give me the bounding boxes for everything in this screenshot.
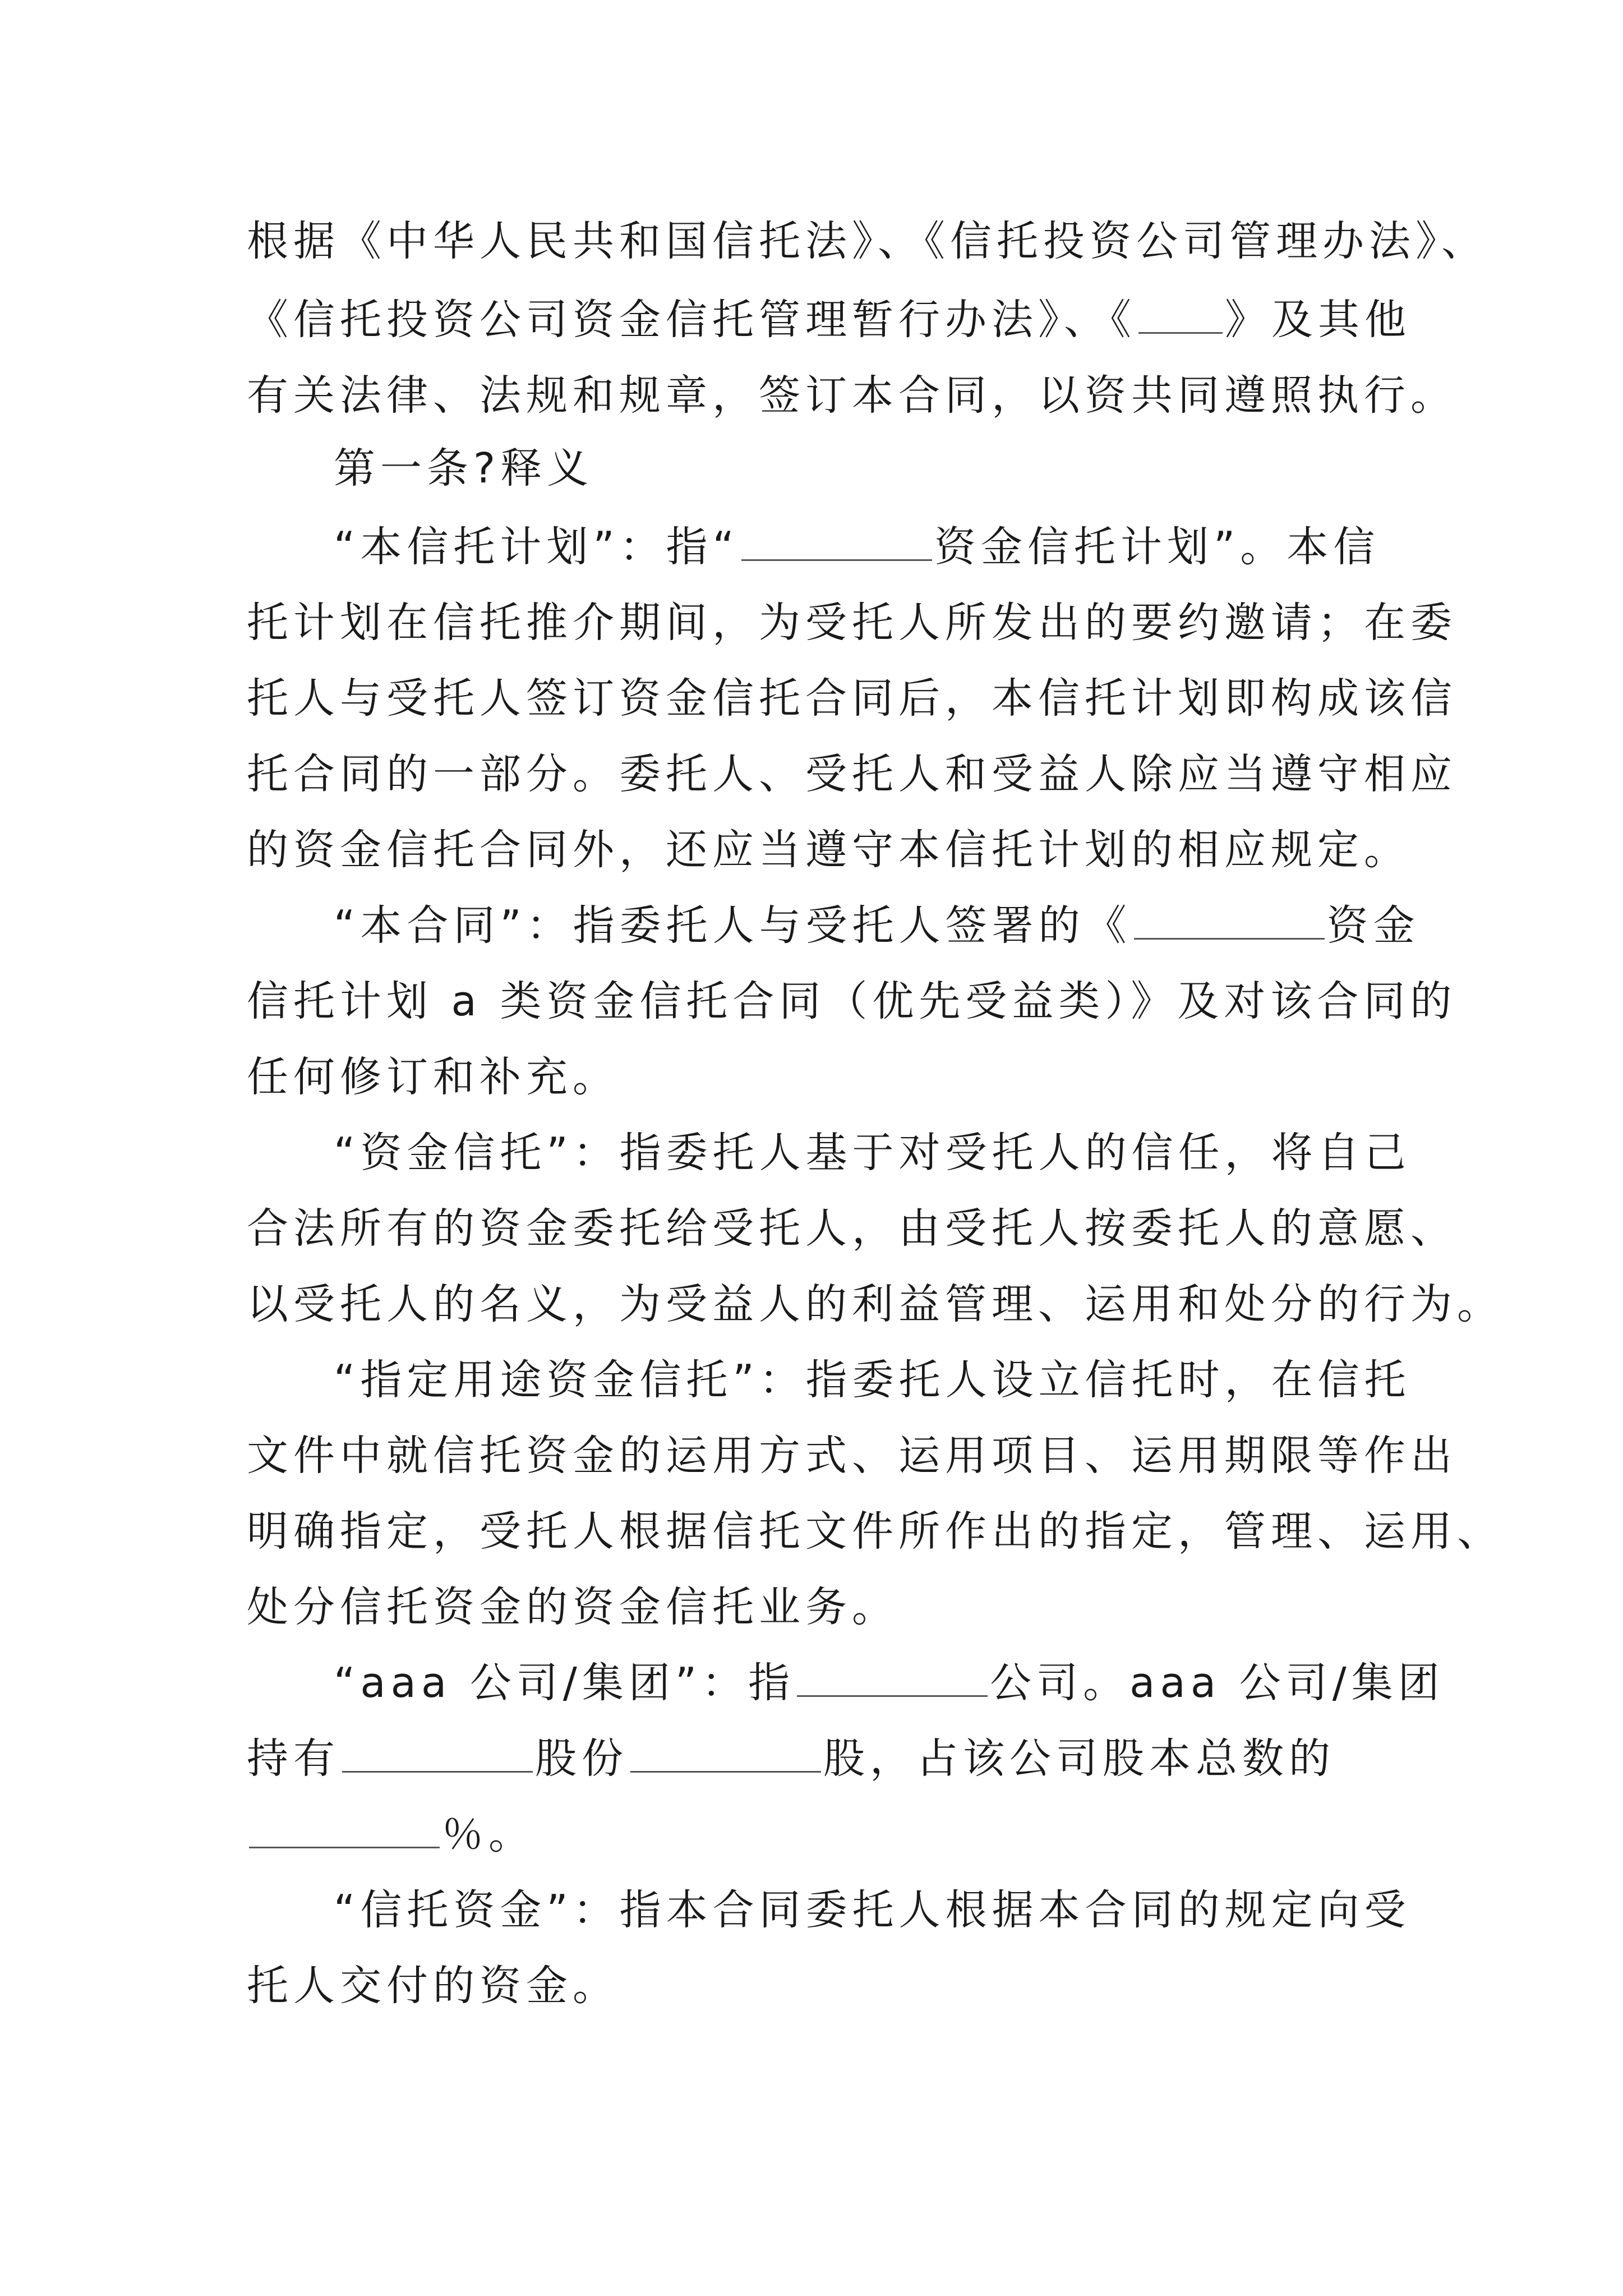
text-run: 《信托投资公司资金信托管理暂行办法》、《 [247, 296, 1136, 344]
paragraph-line [334, 898, 1420, 954]
text-run: 持有 [247, 1734, 340, 1783]
paragraph-line [247, 1579, 898, 1635]
text-run: “本信托计划”：指“ [334, 523, 740, 571]
paragraph-line [247, 1049, 619, 1105]
paragraph-line [247, 822, 1410, 878]
paragraph-line [247, 1503, 1504, 1559]
text-run: 股份 [535, 1734, 628, 1783]
paragraph-line [247, 1276, 1504, 1332]
paragraph-line [334, 1882, 1411, 1938]
text-run: 有关法律、法规和规章，签订本合同，以资共同遵照执行。 [247, 371, 1457, 420]
text-run: 以受托人的名义，为受益人的利益管理、运用和处分的行为。 [247, 1280, 1504, 1328]
text-run: 托人与受托人签订资金信托合同后，本信托计划即构成该信 [247, 674, 1457, 723]
paragraph-line [247, 670, 1457, 726]
text-run: 公司。aaa 公司/集团 [990, 1659, 1445, 1707]
fill-in-blank [797, 1663, 988, 1697]
text-run: “aaa 公司/集团”：指 [334, 1659, 795, 1707]
fill-in-blank [342, 1738, 533, 1773]
paragraph-line [247, 746, 1457, 802]
fill-in-blank [741, 527, 932, 561]
text-run: 根据《中华人民共和国信托法》、《信托投资公司管理办法》、 [247, 217, 1488, 265]
text-run: 》及其他 [1225, 296, 1411, 344]
paragraph-line [247, 1806, 535, 1862]
text-run: 任何修订和补充。 [247, 1053, 619, 1101]
text-run: 托合同的一部分。委托人、受托人和受益人除应当遵守相应 [247, 750, 1457, 798]
paragraph-line [247, 1428, 1457, 1484]
text-run: 资金 [1326, 901, 1420, 950]
text-run: “资金信托”：指委托人基于对受托人的信任，将自己 [334, 1129, 1411, 1177]
text-run: 托人交付的资金。 [247, 1962, 619, 2010]
paragraph-line [247, 1958, 619, 2014]
fill-in-blank [630, 1738, 821, 1773]
text-run: 股，占该公司股本总数的 [823, 1734, 1335, 1783]
paragraph-line [247, 292, 1411, 348]
paragraph-line [247, 213, 1488, 269]
text-run: “本合同”：指委托人与受托人签署的《 [334, 901, 1132, 950]
text-run: 处分信托资金的资金信托业务。 [247, 1583, 898, 1631]
text-run: 明确指定，受托人根据信托文件所作出的指定，管理、运用、 [247, 1507, 1504, 1556]
fill-in-blank [1138, 300, 1223, 334]
paragraph-line [247, 973, 1456, 1029]
text-run: 资金信托计划”。本信 [934, 523, 1380, 571]
text-run: 托计划在信托推介期间，为受托人所发出的要约邀请；在委 [247, 599, 1457, 647]
paragraph-line [334, 1352, 1411, 1408]
text-run: 合法所有的资金委托给受托人，由受托人按委托人的意愿、 [247, 1204, 1457, 1253]
text-run: 第一条?释义 [334, 444, 594, 493]
fill-in-blank [1134, 905, 1325, 940]
paragraph-line [334, 1655, 1445, 1711]
paragraph-line [334, 1125, 1411, 1181]
text-run: “信托资金”：指本合同委托人根据本合同的规定向受 [334, 1886, 1411, 1934]
paragraph-line [334, 519, 1380, 575]
paragraph-line [247, 1200, 1457, 1257]
text-run: ％。 [442, 1810, 535, 1858]
paragraph-line [247, 367, 1457, 424]
text-run: 文件中就信托资金的运用方式、运用项目、运用期限等作出 [247, 1432, 1457, 1480]
paragraph-line [247, 1731, 1335, 1787]
fill-in-blank [249, 1814, 440, 1848]
text-run: “指定用途资金信托”：指委托人设立信托时，在信托 [334, 1356, 1411, 1404]
text-run: 的资金信托合同外，还应当遵守本信托计划的相应规定。 [247, 826, 1410, 874]
paragraph-line [247, 595, 1457, 651]
text-run: 信托计划 a 类资金信托合同（优先受益类）》及对该合同的 [247, 977, 1457, 1025]
section-heading [334, 440, 593, 496]
